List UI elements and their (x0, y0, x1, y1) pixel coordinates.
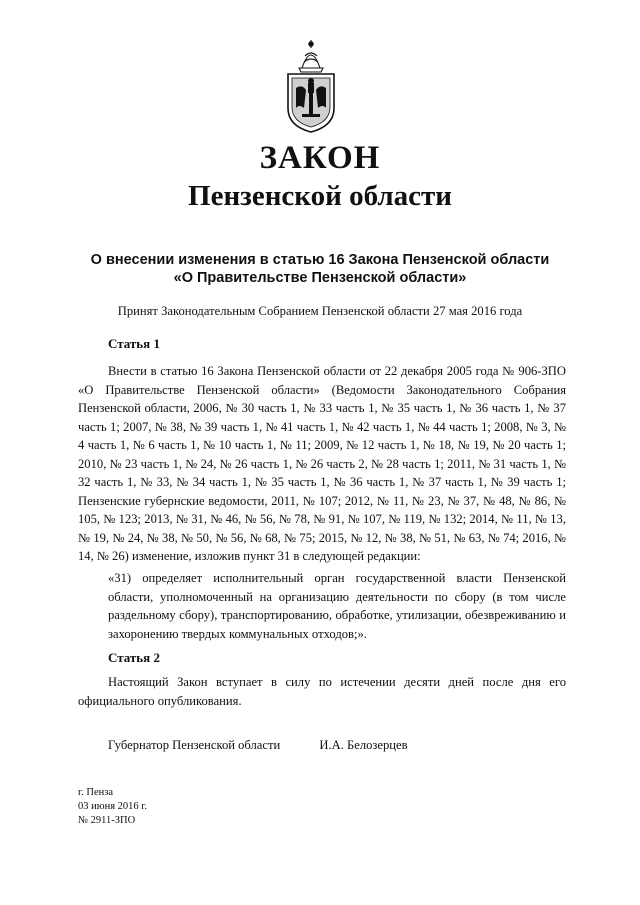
coat-of-arms-icon (282, 38, 340, 134)
law-subject-line-1: О внесении изменения в статью 16 Закона Пензенской области (90, 252, 550, 268)
article-1-body: Внести в статью 16 Закона Пензенской области от 22 декабря 2005 года № 906-ЗПО «О Правительстве Пензенской области» (Ведомости Законодательного Собрания Пензенской области, 2006, № 30 часть 1, № 33 часть 1, № 35 часть 1, № 36 часть 1, № 37 часть 1; 2007, № 38, № 39 часть 1, № 41 часть 1, № 42 часть 1, № 44 часть 1; 2008, № 3, № 4 часть 1, № 6 часть 1, № 10 часть 1, № 11; 2009, № 12 часть 1, № 18, № 19, № 20 часть 1; 2010, № 23 часть 1, № 24, № 26 часть 1, № 26 часть 2, № 28 часть 1; 2011, № 31 часть 1, № 32 часть 1, № 33, № 34 часть 1, № 35 часть 1, № 36 часть 1, № 37 часть 1, № 39 часть 1; Пензенские губернские ведомости, 2011, № 107; 2012, № 11, № 23, № 37, № 48, № 86, № 105, № 123; 2013, № 31, № 46, № 56, № 78, № 91, № 107, № 119, № 132; 2014, № 11, № 13, № 19, № 24, № 38, № 50, № 56, № 68, № 75; 2015, № 12, № 38, № 51, № 63, № 74; 2016, № 14, № 26) изменение, изложив пункт 31 в следующей редакции: (78, 364, 566, 563)
footer-date: 03 июня 2016 г. (78, 801, 148, 812)
region-title: Пензенской области (188, 180, 452, 212)
article-1-quote: «31) определяет исполнительный орган государственной власти Пензенской области, уполномоченный на организацию деятельности по сбору (в том числе раздельному сбору), транспортированию, обработке, утилизации, обезвреживанию и захоронению твердых коммунальных отходов;». (108, 571, 566, 641)
article-1-heading: Статья 1 (108, 336, 160, 351)
signer-name: И.А. Белозерцев (319, 738, 408, 752)
signer-position: Губернатор Пензенской области (108, 738, 281, 752)
law-subject-line-2: «О Правительстве Пензенской области» (173, 270, 467, 286)
article-2-heading: Статья 2 (108, 650, 160, 665)
law-subject (40, 251, 600, 287)
law-title: ЗАКОН (259, 140, 381, 176)
article-2-body: Настоящий Закон вступает в силу по истечении десяти дней после дня его официального опубликования. (78, 675, 566, 708)
footer-number: № 2911-ЗПО (78, 815, 136, 826)
signature-block (108, 738, 408, 753)
adoption-note: Принят Законодательным Собранием Пензенской области 27 мая 2016 года (117, 304, 523, 318)
footer-city: г. Пенза (78, 787, 114, 798)
